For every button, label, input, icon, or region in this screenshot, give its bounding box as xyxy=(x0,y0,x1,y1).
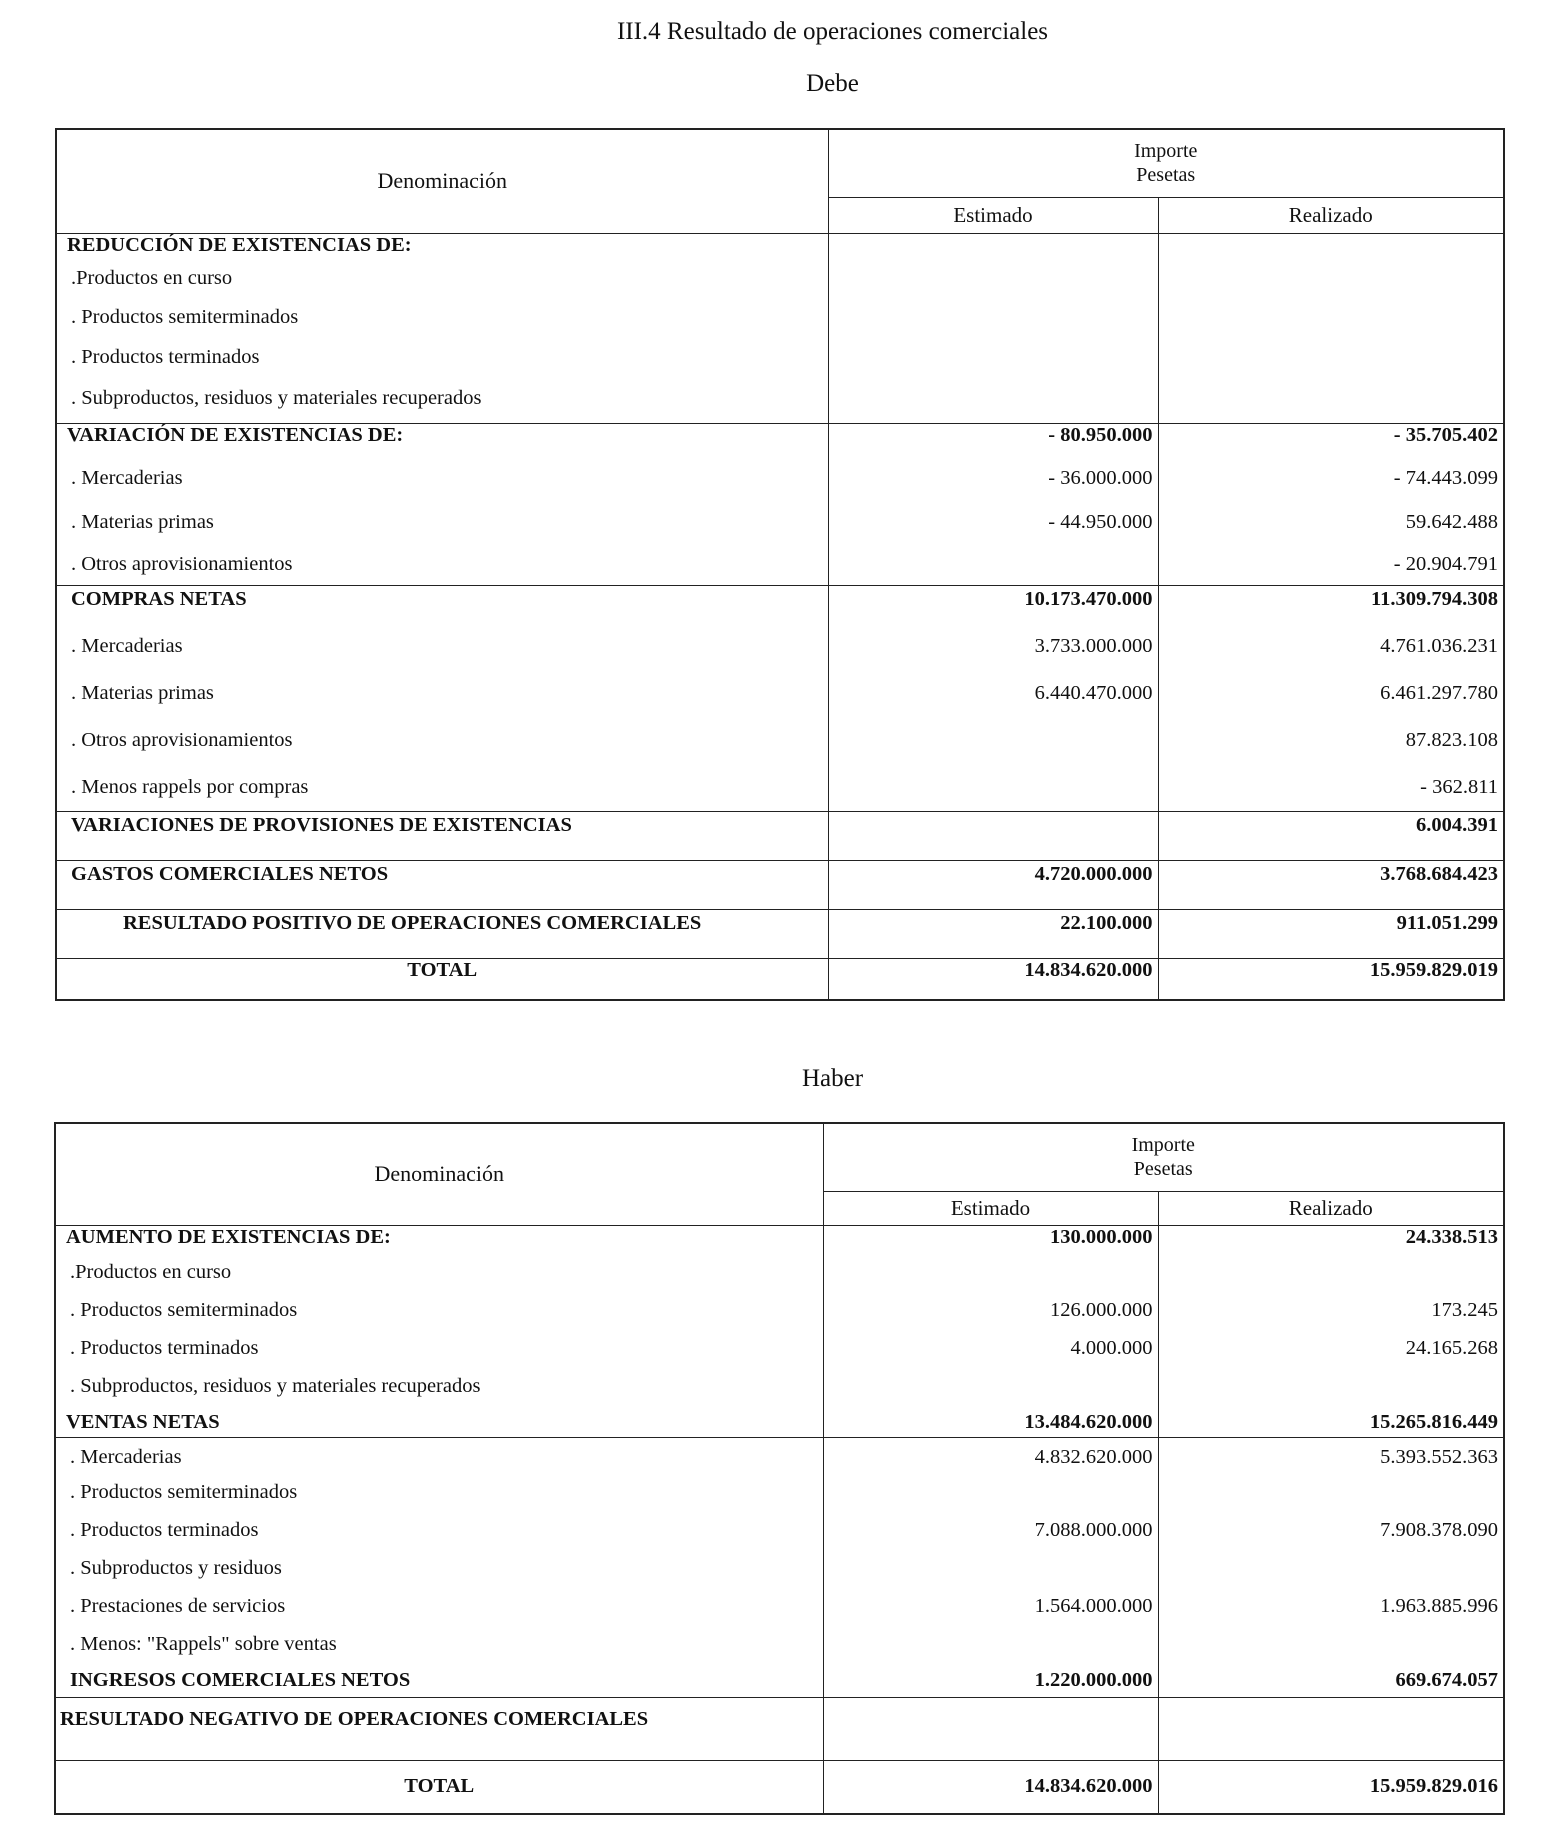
table-row: . Materias primas - 44.950.000 59.642.488 xyxy=(56,503,1504,547)
table-row: REDUCCIÓN DE EXISTENCIAS DE: xyxy=(56,233,1504,259)
table-row: . Productos terminados 4.000.000 24.165.268 xyxy=(55,1331,1504,1369)
table-row: .Productos en curso xyxy=(56,259,1504,300)
table-row: . Mercaderias 3.733.000.000 4.761.036.231 xyxy=(56,625,1504,672)
table-row-total: TOTAL 14.834.620.000 15.959.829.016 xyxy=(55,1760,1504,1814)
table-row: . Otros aprovisionamientos - 20.904.791 xyxy=(56,547,1504,585)
table-row: . Mercaderias - 36.000.000 - 74.443.099 xyxy=(56,459,1504,503)
haber-header-estimado: Estimado xyxy=(823,1191,1158,1225)
page-title: III.4 Resultado de operaciones comerciales xyxy=(616,18,1049,45)
table-row: COMPRAS NETAS 10.173.470.000 11.309.794.308 xyxy=(56,585,1504,625)
debe-table xyxy=(55,128,1505,1001)
table-row: . Subproductos y residuos xyxy=(55,1551,1504,1589)
table-row: RESULTADO NEGATIVO DE OPERACIONES COMERCIALES xyxy=(55,1697,1504,1760)
table-row: AUMENTO DE EXISTENCIAS DE: 130.000.000 24.338.513 xyxy=(55,1225,1504,1255)
table-row: . Productos semiterminados xyxy=(56,300,1504,340)
table-row: GASTOS COMERCIALES NETOS 4.720.000.000 3.768.684.423 xyxy=(56,860,1504,909)
haber-header-realizado: Realizado xyxy=(1158,1191,1504,1225)
haber-heading: Haber xyxy=(801,1065,864,1092)
table-row: . Menos: "Rappels" sobre ventas xyxy=(55,1627,1504,1665)
table-row: VARIACIONES DE PROVISIONES DE EXISTENCIAS 6.004.391 xyxy=(56,811,1504,860)
table-row: . Materias primas 6.440.470.000 6.461.297.780 xyxy=(56,672,1504,719)
table-row: VENTAS NETAS 13.484.620.000 15.265.816.449 xyxy=(55,1407,1504,1437)
table-row: VARIACIÓN DE EXISTENCIAS DE: - 80.950.000 - 35.705.402 xyxy=(56,423,1504,459)
haber-table xyxy=(54,1122,1505,1815)
table-row: . Subproductos, residuos y materiales recuperados xyxy=(55,1369,1504,1407)
table-row: . Productos terminados xyxy=(56,340,1504,381)
debe-header-realizado: Realizado xyxy=(1158,197,1504,233)
table-row: . Menos rappels por compras - 362.811 xyxy=(56,766,1504,811)
table-row: . Productos semiterminados 126.000.000 173.245 xyxy=(55,1293,1504,1331)
table-row: . Productos terminados 7.088.000.000 7.908.378.090 xyxy=(55,1513,1504,1551)
table-row: .Productos en curso xyxy=(55,1255,1504,1293)
table-row: . Mercaderias 4.832.620.000 5.393.552.363 xyxy=(55,1437,1504,1475)
table-row: . Prestaciones de servicios 1.564.000.000 1.963.885.996 xyxy=(55,1589,1504,1627)
table-row-total: TOTAL 14.834.620.000 15.959.829.019 xyxy=(56,958,1504,1000)
table-row: . Subproductos, residuos y materiales recuperados xyxy=(56,381,1504,423)
haber-header-importe: Importe Pesetas xyxy=(823,1123,1504,1191)
table-row: INGRESOS COMERCIALES NETOS 1.220.000.000 669.674.057 xyxy=(55,1665,1504,1697)
debe-heading: Debe xyxy=(806,70,859,97)
table-row: . Otros aprovisionamientos 87.823.108 xyxy=(56,719,1504,766)
debe-header-importe: Importe Pesetas xyxy=(828,129,1504,197)
table-row: RESULTADO POSITIVO DE OPERACIONES COMERCIALES 22.100.000 911.051.299 xyxy=(56,909,1504,958)
debe-header-estimado: Estimado xyxy=(828,197,1158,233)
debe-header-denominacion: Denominación xyxy=(56,129,828,233)
haber-header-denominacion: Denominación xyxy=(55,1123,823,1225)
table-row: . Productos semiterminados xyxy=(55,1475,1504,1513)
